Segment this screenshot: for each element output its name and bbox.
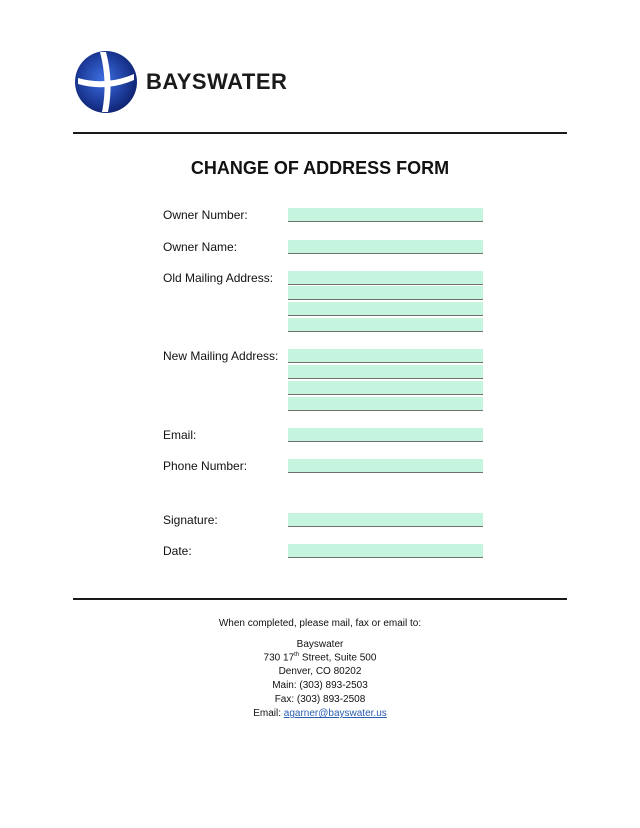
owner-name-field[interactable] <box>288 240 483 254</box>
footer-city: Denver, CO 80202 <box>278 666 362 677</box>
footer-street-prefix: 730 17 <box>263 652 295 664</box>
new-mailing-address-label: New Mailing Address: <box>163 349 279 363</box>
old-address-line-1-field[interactable] <box>288 271 483 285</box>
phone-number-label: Phone Number: <box>163 459 248 473</box>
date-field[interactable] <box>288 544 483 558</box>
footer-divider <box>73 598 567 600</box>
old-address-line-2-field[interactable] <box>288 286 483 300</box>
old-address-line-4-field[interactable] <box>288 318 483 332</box>
footer-street-suffix: Street, Suite 500 <box>299 652 377 664</box>
footer-street-sup: th <box>294 652 300 658</box>
footer-email-label: Email: <box>253 708 284 719</box>
company-name: BAYSWATER <box>146 69 288 94</box>
new-address-line-2-field[interactable] <box>288 365 483 379</box>
phone-number-field[interactable] <box>288 459 483 473</box>
owner-number-label: Owner Number: <box>163 208 248 222</box>
footer-email <box>0 708 640 719</box>
form-title: CHANGE OF ADDRESS FORM <box>190 158 450 178</box>
new-address-line-4-field[interactable] <box>288 397 483 411</box>
bayswater-logo-icon <box>74 50 138 114</box>
footer-fax: Fax: (303) 893-2508 <box>274 694 366 705</box>
signature-field[interactable] <box>288 513 483 527</box>
signature-label: Signature: <box>163 513 218 527</box>
company-logo <box>74 50 287 114</box>
footer-main-phone: Main: (303) 893-2503 <box>272 680 368 691</box>
old-mailing-address-label: Old Mailing Address: <box>163 271 274 285</box>
header-divider <box>73 132 567 134</box>
old-address-line-3-field[interactable] <box>288 302 483 316</box>
new-address-line-1-field[interactable] <box>288 349 483 363</box>
date-label: Date: <box>163 544 192 558</box>
footer-street <box>0 652 640 663</box>
email-label: Email: <box>163 428 197 442</box>
footer-email-link[interactable]: agarner@bayswater.us <box>283 708 387 719</box>
new-address-line-3-field[interactable] <box>288 381 483 395</box>
footer-company: Bayswater <box>296 639 344 650</box>
owner-number-field[interactable] <box>288 208 483 222</box>
owner-name-label: Owner Name: <box>163 240 238 254</box>
email-field[interactable] <box>288 428 483 442</box>
footer-instructions: When completed, please mail, fax or email to: <box>218 618 422 629</box>
